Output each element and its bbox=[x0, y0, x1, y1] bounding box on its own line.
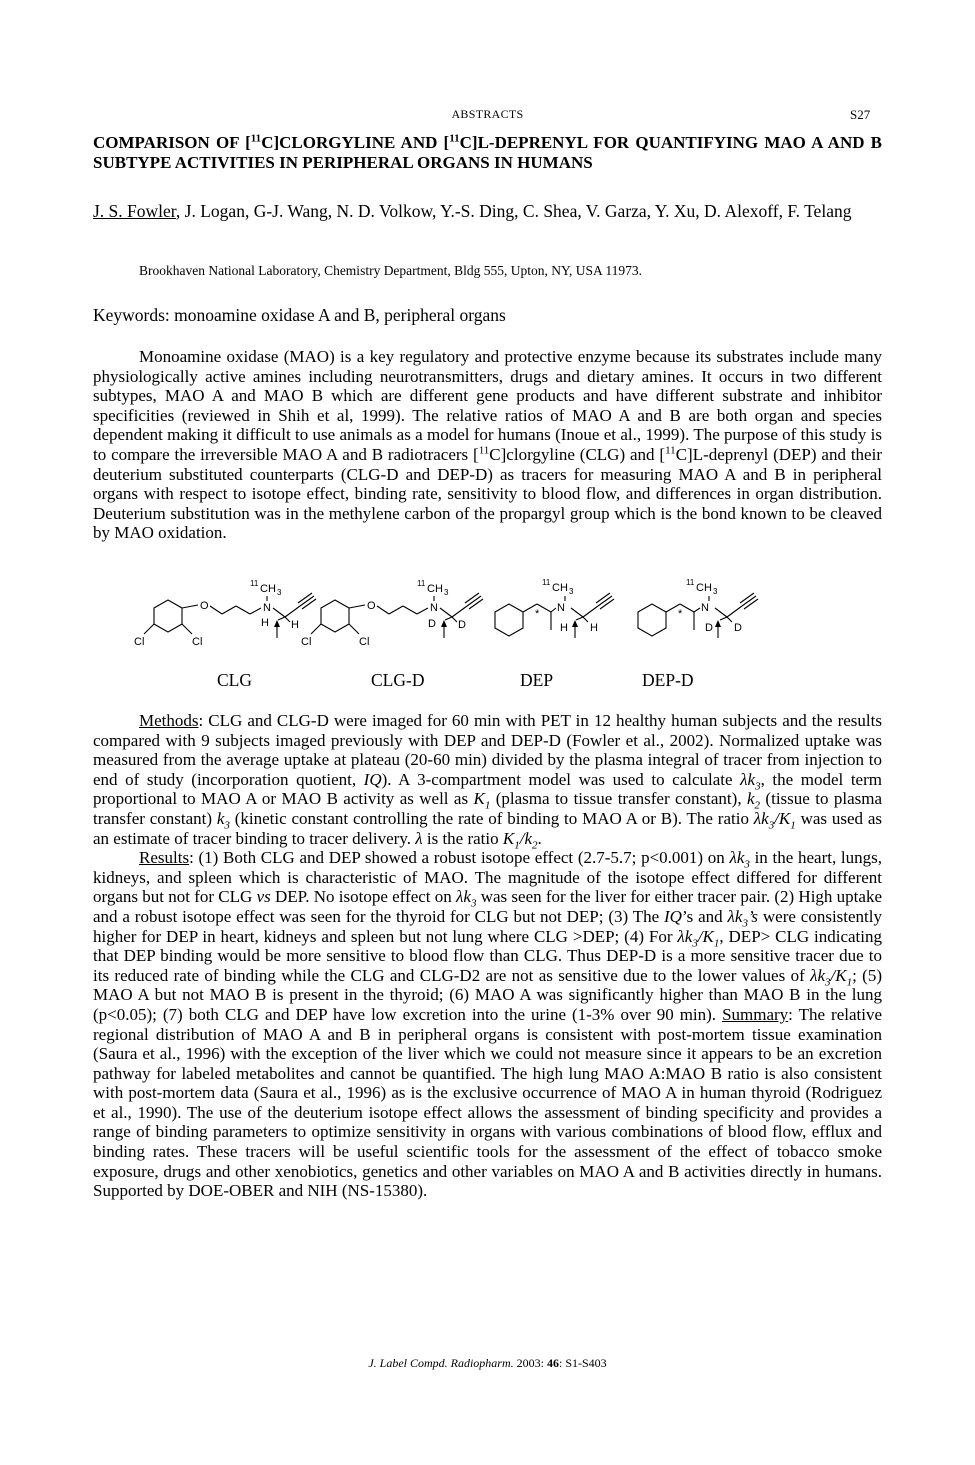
keywords: Keywords: monoamine oxidase A and B, peripheral organs bbox=[93, 305, 506, 325]
svg-text:CH: CH bbox=[552, 582, 568, 594]
affiliation: Brookhaven National Laboratory, Chemistry Department, Bldg 555, Upton, NY, USA 11973. bbox=[139, 263, 643, 278]
presenting-author: J. S. Fowler bbox=[93, 201, 176, 221]
arrow-clg-d bbox=[441, 620, 447, 627]
svg-text:*: * bbox=[535, 608, 540, 620]
svg-text:D: D bbox=[428, 618, 436, 630]
svg-text:H: H bbox=[291, 619, 299, 631]
svg-text:D: D bbox=[734, 622, 742, 634]
svg-text:3: 3 bbox=[569, 587, 574, 596]
svg-text:H: H bbox=[560, 622, 568, 634]
arrow-clg bbox=[274, 620, 280, 627]
intro-paragraph: Monoamine oxidase (MAO) is a key regulatory and protective enzyme because its substrates include many physiologically active amines including neurotransmitters, drugs and dietary amines. It occurs in two different subtypes, MAO A and MAO B which are different gene products and have different substrate and inhibitor specificities (reviewed in Shih et al, 1999). The relative ratios of MAO A and B are both organ and species dependent making it difficult to use animals as a model for humans (Inoue et al., 1999). The purpose of this study is to compare the irreversible MAO A and B radiotracers [$^{11}$C]clorgyline (CLG) and [$^{11}$C]L-deprenyl (DEP) and their deuterium substituted counterparts (CLG-D and DEP-D) as tracers for measuring MAO A and B in peripheral organs with respect to isotope effect, binding rate, sensitivity to blood flow, and differences in organ distribution. Deuterium substitution was in the methylene carbon of the propargyl group which is the bond known to be cleaved by MAO oxidation. bbox=[93, 347, 882, 543]
svg-text:3: 3 bbox=[444, 588, 449, 597]
svg-text:*: * bbox=[678, 608, 683, 620]
svg-text:11: 11 bbox=[686, 578, 695, 587]
svg-text:O: O bbox=[200, 600, 209, 612]
svg-text:O: O bbox=[367, 600, 376, 612]
page-number: S27 bbox=[850, 107, 871, 122]
svg-text:CH: CH bbox=[696, 582, 712, 594]
svg-text:Cl: Cl bbox=[359, 636, 370, 648]
structures-diagram bbox=[120, 570, 900, 660]
clg-structure bbox=[144, 593, 316, 638]
arrow-dep bbox=[572, 620, 578, 627]
svg-text:D: D bbox=[458, 619, 466, 631]
chemical-structures bbox=[120, 570, 900, 660]
svg-text:H: H bbox=[261, 617, 269, 629]
label-clg-d: CLG-D bbox=[371, 670, 425, 690]
svg-text:N: N bbox=[557, 602, 565, 614]
methods-paragraph: Methods: CLG and CLG-D were imaged for 60 min with PET in 12 healthy human subjects and the results compared with 9 subjects imaged previously with DEP and DEP-D (Fowler et al., 2002). Normalized uptake was measured from the average uptake at plateau (20-60 min) divided by the plasma integral of tracer from injection to end of study (incorporation quotient, IQ). A 3-compartment model was used to calculate $\lambda k_3$, the model term proportional to MAO A or MAO B activity as well as $K_1$ (plasma to tissue transfer constant), $k_2$ (tissue to plasma transfer constant) $k_3$ (kinetic constant controlling the rate of binding to MAO A or B). The ratio $\lambda k_3/K_1$ was used as an estimate of tracer binding to tracer delivery. λ is the ratio $K_1/k_2$. bbox=[93, 711, 882, 851]
abstract-title: COMPARISON OF [$^{11}$C]CLORGYLINE AND [$^{11}$C]L-DEPRENYL FOR QUANTIFYING MAO A AND B SUBTYPE ACTIVITIES IN PERIPHERAL ORGANS IN HUMANS bbox=[93, 132, 883, 172]
label-clg: CLG bbox=[217, 670, 252, 690]
journal-footer: J. Label Compd. Radiopharm. 2003: 46: S1-S403 bbox=[368, 1356, 607, 1370]
svg-text:11: 11 bbox=[250, 579, 259, 588]
svg-text:11: 11 bbox=[417, 579, 426, 588]
clg-d-structure bbox=[311, 593, 483, 638]
label-dep-d: DEP-D bbox=[642, 670, 694, 690]
svg-text:H: H bbox=[590, 622, 598, 634]
running-header: ABSTRACTS bbox=[451, 107, 524, 121]
svg-text:Cl: Cl bbox=[192, 636, 203, 648]
svg-text:3: 3 bbox=[713, 587, 718, 596]
results-paragraph: Results: (1) Both CLG and DEP showed a robust isotope effect (2.7-5.7; p<0.001) on $\lambda k_3$ in the heart, lungs, kidneys, and spleen which is characteristic of MAO. The magnitude of the isotope effect differed for different organs but not for CLG vs DEP. No isotope effect on $\lambda k_3$ was seen for the liver for either tracer pair. (2) High uptake and a robust isotope effect was seen for the thyroid for CLG but not DEP; (3) The IQ’s and $\lambda k_3’s$ were consistently higher for DEP in heart, kidneys and spleen but not lung where CLG >DEP; (4) For $\lambda k_3/K_1$, DEP> CLG indicating that DEP binding would be more sensitive to blood flow than CLG. Thus DEP-D is a more sensitive tracer due to its reduced rate of binding while the CLG and CLG-D2 are not as sensitive due to the lower values of $\lambda k_3/K_1$; (5) MAO A but not MAO B is present in the thyroid; (6) MAO A was significantly higher than MAO B in the lung (p<0.05); (7) both CLG and DEP have low excretion into the urine (1-3% over 90 min). Summary: The relative regional distribution of MAO A and B in peripheral organs is consistent with post-mortem tissue examination (Saura et al., 1996) with the exception of the liver which we could not measure since it appears to be an excretion pathway for labeled metabolites and cannot be quantified. The high lung MAO A:MAO B ratio is also consistent with post-mortem data (Saura et al., 1996) as is the exclusive occurrence of MAO A in human thyroid (Rodriguez et al., 1990). The use of the deuterium isotope effect allows the assessment of binding specificity and provides a range of binding parameters to optimize sensitivity in organs with various combinations of blood flow, efflux and binding rates. These tracers will be useful scientific tools for the assessment of the effect of tobacco smoke exposure, drugs and other xenobiotics, genetics and other variables on MAO A and B activities directly in humans. Supported by DOE-OBER and NIH (NS-15380). bbox=[93, 848, 883, 1201]
author-list: J. S. Fowler, J. Logan, G-J. Wang, N. D. Volkow, Y.-S. Ding, C. Shea, V. Garza, Y. Xu, D. Alexoff, F. Telang bbox=[93, 201, 852, 221]
svg-text:CH: CH bbox=[427, 583, 443, 595]
svg-text:N: N bbox=[263, 602, 271, 614]
svg-text:3: 3 bbox=[277, 588, 282, 597]
svg-text:N: N bbox=[701, 602, 709, 614]
svg-text:D: D bbox=[705, 622, 713, 634]
svg-text:Cl: Cl bbox=[134, 636, 145, 648]
svg-text:11: 11 bbox=[542, 578, 551, 587]
methods-results-text bbox=[93, 711, 882, 1201]
svg-text:Cl: Cl bbox=[301, 636, 312, 648]
svg-text:CH: CH bbox=[260, 583, 276, 595]
svg-text:N: N bbox=[430, 602, 438, 614]
label-dep: DEP bbox=[520, 670, 554, 690]
arrow-dep-d bbox=[715, 620, 721, 627]
